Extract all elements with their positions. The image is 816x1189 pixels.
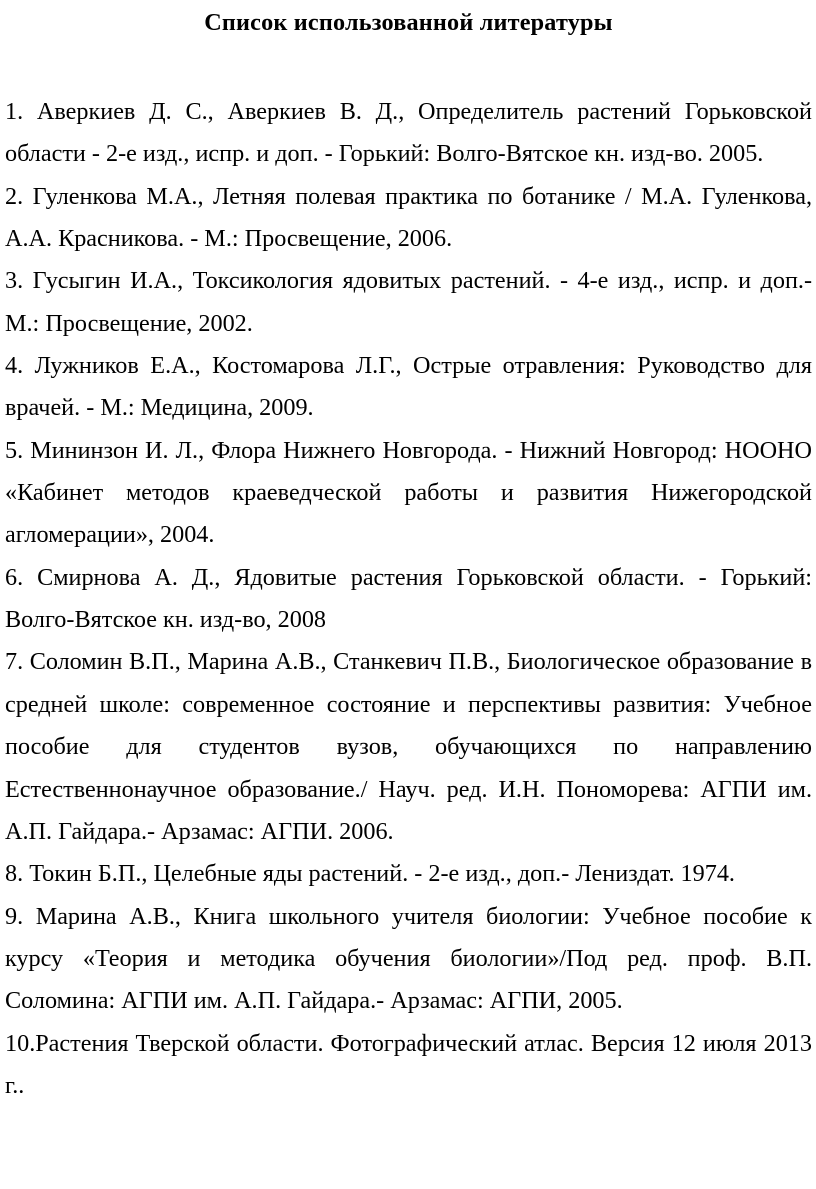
reference-item-3: 3. Гусыгин И.А., Токсикология ядовитых растений. - 4-е изд., испр. и доп.- М.: Просвещение, 2002. <box>5 267 812 337</box>
reference-item-8: 8. Токин Б.П., Целебные яды растений. - 2-е изд., доп.- Лениздат. 1974. <box>5 860 735 888</box>
reference-item-6: 6. Смирнова А. Д., Ядовитые растения Горьковской области. - Горький: Волго-Вятское кн. изд-во, 2008 <box>5 563 812 634</box>
reference-item-1: 1. Аверкиев Д. С., Аверкиев В. Д., Определитель растений Горьковской области - 2-е изд., испр. и доп. - Горький: Волго-Вятское кн. изд-во. 2005. <box>5 98 812 168</box>
reference-item-10: 10.Растения Тверской области. Фотографический атлас. Версия 12 июля 2013 г.. <box>5 1029 812 1099</box>
reference-item-2: 2. Гуленкова М.А., Летняя полевая практика по ботанике / М.А. Гуленкова, А.А. Красникова. - М.: Просвещение, 2006. <box>5 182 812 253</box>
reference-item-5: 5. Мининзон И. Л., Флора Нижнего Новгорода. - Нижний Новгород: НООНО «Кабинет методов краеведческой работы и развития Нижегородской агломерации», 2004. <box>5 436 812 549</box>
reference-item-9: 9. Марина А.В., Книга школьного учителя биологии: Учебное пособие к курсу «Теория и методика обучения биологии»/Под ред. проф. В.П. Соломина: АГПИ им. А.П. Гайдара.- Арзамас: АГПИ, 2005. <box>5 902 812 1015</box>
reference-list <box>5 91 812 1107</box>
reference-item-4: 4. Лужников Е.А., Костомарова Л.Г., Острые отравления: Руководство для врачей. - М.: Медицина, 2009. <box>5 352 812 422</box>
reference-item-7: 7. Соломин В.П., Марина А.В., Станкевич П.В., Биологическое образование в средней школе: современное состояние и перспективы развития: Учебное пособие для студентов вузов, обучающихся по направлению Естественнонаучное образование./ Науч. ред. И.Н. Пономорева: АГПИ им. А.П. Гайдара.- Арзамас: АГПИ. 2006. <box>5 648 812 845</box>
page-title: Список использованной литературы <box>204 9 613 36</box>
